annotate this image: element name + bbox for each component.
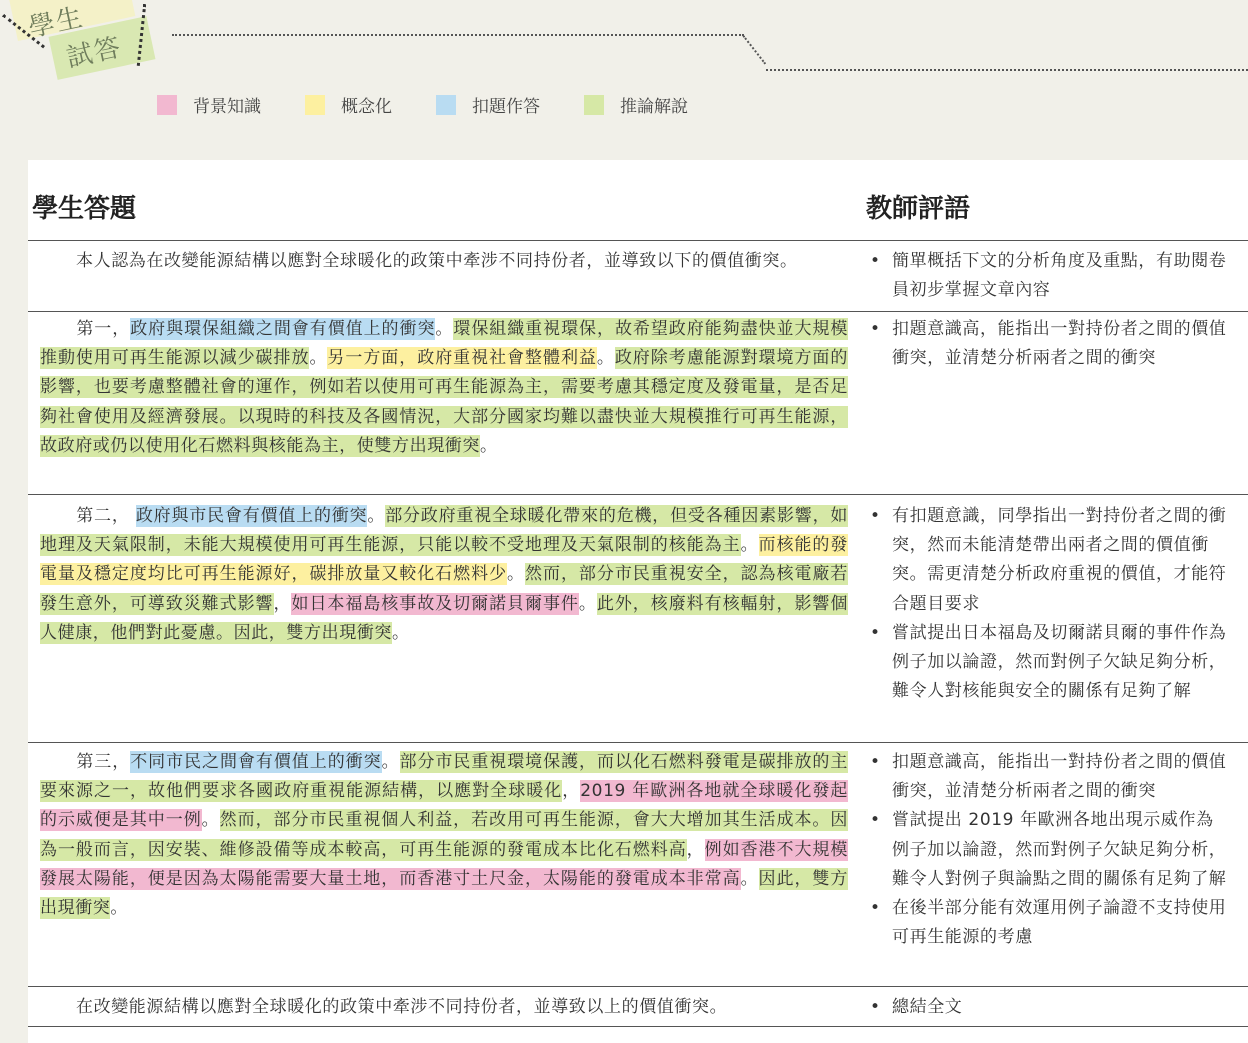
- teacher-comment: • 嘗試提出 2019 年歐洲各地出現示威作為例子加以論證，然而對例子欠缺足夠分析，難令人對例子與論點之間的關係有足夠了解: [870, 806, 1230, 894]
- comment-list: [870, 502, 1230, 706]
- highlight-on-topic: 不同市民之間會有價值上的衝突: [130, 752, 382, 772]
- answer-text: 。: [578, 593, 597, 614]
- badge-text-line2: 試答: [64, 32, 126, 74]
- highlight-on-topic: 政府與市民會有價值上的衝突: [135, 506, 368, 526]
- header-dotted-rule: [742, 35, 766, 65]
- answer-text: 在改變能源結構以應對全球暖化的政策中牽涉不同持份者，並導致以上的價值衝突。: [76, 997, 728, 1017]
- highlight-reasoning: 因此，雙方出現衝突: [40, 868, 848, 919]
- answer-text: ，: [562, 781, 581, 802]
- comment-list-1: [870, 315, 1230, 373]
- header-dotted-rule: [766, 69, 1248, 71]
- teacher-comment: • 扣題意識高，能指出一對持份者之間的價值衝突，並清楚分析兩者之間的衝突: [870, 748, 1230, 806]
- comment-list: [870, 315, 1230, 373]
- highlight-reasoning: 環保組織重視環保，故希望政府能夠盡快並大規模推動使用可再生能源以減少碳排放: [40, 319, 848, 369]
- row-divider: [28, 240, 1248, 241]
- answer-paragraph-1: [40, 315, 848, 461]
- answer-text: 。: [381, 752, 400, 772]
- badge-text-line1: 學生: [26, 2, 88, 44]
- answer-text: ，: [273, 593, 292, 614]
- highlight-legend: [157, 92, 732, 117]
- row-divider: [28, 986, 1248, 987]
- comment-list-2: [870, 502, 1230, 706]
- highlight-background-knowledge: 如日本福島核事故及切爾諾貝爾事件: [291, 593, 579, 614]
- answer-text: ，: [686, 839, 705, 860]
- header-dotted-rule: [172, 34, 744, 36]
- comment-list: [870, 247, 1230, 305]
- teacher-comment: • 有扣題意識，同學指出一對持份者之間的衝突，然而未能清楚帶出兩者之間的價值衝突。需更清楚分析政府重視的價值，才能符合題目要求: [870, 502, 1230, 619]
- legend-swatch: [305, 95, 325, 115]
- comment-list: [870, 993, 1230, 1022]
- answer-text: 。: [392, 622, 410, 643]
- legend-item-reasoning: [584, 92, 688, 117]
- highlight-conceptualization: 而核能的發電量及穩定度均比可再生能源好，碳排放量又較化石燃料少: [40, 535, 848, 585]
- teacher-comment: • 扣題意識高，能指出一對持份者之間的價值衝突，並清楚分析兩者之間的衝突: [870, 315, 1230, 373]
- answer-text: 。: [435, 319, 454, 339]
- highlight-reasoning: 然而，部分市民重視個人利益，若改用可再生能源，會大大增加其生活成本。因為一般而言，因安裝、維修設備等成本較高，可再生能源的發電成本比化石燃料高: [40, 810, 848, 860]
- teacher-comment: • 嘗試提出日本福島及切爾諾貝爾的事件作為例子加以論證，然而對例子欠缺足夠分析，難令人對核能與安全的關係有足夠了解: [870, 619, 1230, 707]
- highlight-reasoning: 部分政府重視全球暖化帶來的危機，但受各種因素影響，如地理及天氣限制，未能大規模使用可再生能源，只能以較不受地理及天氣限制的核能為主: [40, 506, 848, 556]
- answer-text: 。: [740, 535, 759, 556]
- highlight-background-knowledge: 例如香港不大規模發展太陽能，便是因為太陽能需要大量土地，而香港寸土尺金，太陽能的發電成本非常高: [40, 839, 848, 889]
- highlight-on-topic: 政府與環保組織之間會有價值上的衝突: [130, 319, 436, 339]
- teacher-comment: • 在後半部分能有效運用例子論證不支持使用可再生能源的考慮: [870, 894, 1230, 952]
- comment-list-3: [870, 748, 1230, 952]
- student-answer-badge: [0, 0, 170, 82]
- row-divider: [28, 311, 1248, 312]
- row-divider: [28, 494, 1248, 495]
- legend-item-background-knowledge: [157, 92, 261, 117]
- highlight-reasoning: 此外，核廢料有核輻射，影響個人健康，他們對此憂慮。因此，雙方出現衝突: [40, 593, 848, 643]
- legend-swatch: [436, 95, 456, 115]
- highlight-reasoning: 政府除考慮能源對環境方面的影響，也要考慮整體社會的運作，例如若以使用可再生能源為主，需要考慮其穩定度及發電量，是否足夠社會使用及經濟發展。以現時的科技及各國情況，大部分國家均難以盡快並大規模推行可再生能源，故政府或仍以使用化石燃料與核能為主，使雙方出現衝突: [40, 348, 848, 456]
- legend-item-conceptualization: [305, 92, 392, 117]
- answer-paragraph-conclusion: [40, 993, 848, 1022]
- legend-label: 推論解說: [620, 97, 688, 117]
- comment-list-conclusion: [870, 993, 1230, 1022]
- answer-text: 第一，: [76, 319, 131, 339]
- answer-text: 第三，: [76, 752, 131, 772]
- highlight-background-knowledge: 2019 年歐洲各地就全球暖化發起的示威便是其中一例: [40, 781, 848, 831]
- answer-text: 。: [480, 435, 498, 456]
- teacher-comment: • 總結全文: [870, 993, 1230, 1022]
- answer-text: 第二，: [76, 506, 136, 526]
- row-divider: [28, 1026, 1248, 1027]
- legend-swatch: [157, 95, 177, 115]
- student-answer-heading: 學生答題: [32, 194, 137, 224]
- answer-panel: [28, 160, 1248, 1043]
- answer-text: 。: [367, 506, 386, 526]
- answer-paragraph-2: [40, 502, 848, 648]
- answer-text: 。: [110, 898, 129, 919]
- legend-label: 扣題作答: [472, 97, 540, 117]
- answer-text: 。: [309, 348, 328, 369]
- teacher-comment: • 簡單概括下文的分析角度及重點，有助閱卷員初步掌握文章內容: [870, 247, 1230, 305]
- highlight-reasoning: 部分市民重視環境保護，而以化石燃料發電是碳排放的主要來源之一，故他們要求各國政府重視能源結構，以應對全球暖化: [40, 752, 848, 802]
- answer-paragraph-3: [40, 748, 848, 923]
- legend-item-on-topic: [436, 92, 540, 117]
- answer-text: 。: [596, 348, 615, 369]
- answer-text: 。: [201, 810, 220, 831]
- legend-label: 概念化: [341, 97, 392, 117]
- comment-list: [870, 748, 1230, 952]
- answer-text: 。: [740, 868, 759, 889]
- highlight-conceptualization: 另一方面，政府重視社會整體利益: [327, 348, 597, 369]
- answer-text: 本人認為在改變能源結構以應對全球暖化的政策中牽涉不同持份者，並導致以下的價值衝突。: [76, 251, 798, 271]
- highlight-reasoning: 然而，部分市民重視安全，認為核電廠若發生意外，可導致災難式影響: [40, 564, 848, 614]
- answer-text: 。: [507, 564, 526, 585]
- teacher-comment-heading: 教師評語: [866, 194, 971, 224]
- answer-paragraph-intro: [40, 247, 848, 276]
- legend-swatch: [584, 95, 604, 115]
- comment-list-intro: [870, 247, 1230, 305]
- legend-label: 背景知識: [193, 97, 261, 117]
- row-divider: [28, 742, 1248, 743]
